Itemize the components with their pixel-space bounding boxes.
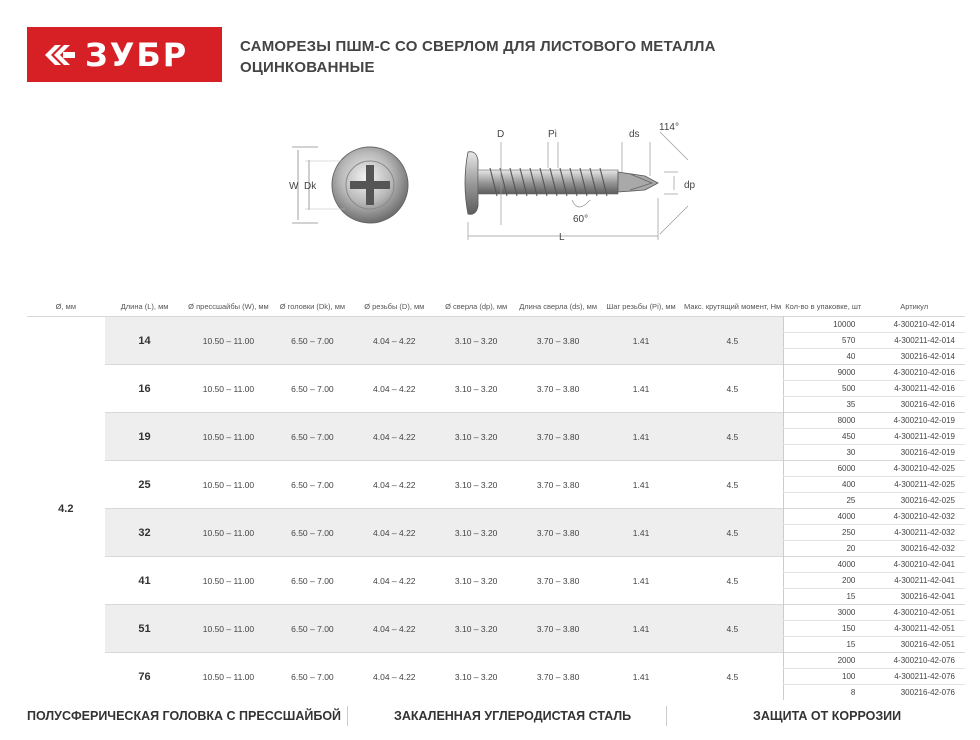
pitch-cell: 1.41 [600,605,682,653]
quantity-cell: 250 [783,525,863,541]
article-cell: 4-300211-42-032 [863,525,965,541]
head-cell: 6.50 – 7.00 [272,365,352,413]
label-l: L [559,232,565,243]
washer-cell: 10.50 – 11.00 [184,365,272,413]
length-cell: 16 [105,365,185,413]
washer-cell: 10.50 – 11.00 [184,605,272,653]
quantity-cell: 150 [783,621,863,637]
washer-cell: 10.50 – 11.00 [184,557,272,605]
quantity-cell: 10000 [783,317,863,333]
article-cell: 4-300211-42-051 [863,621,965,637]
pitch-cell: 1.41 [600,413,682,461]
head-cell: 6.50 – 7.00 [272,317,352,365]
thread-cell: 4.04 – 4.22 [352,461,436,509]
article-cell: 4-300210-42-051 [863,605,965,621]
drill-cell: 3.10 – 3.20 [436,605,516,653]
washer-cell: 10.50 – 11.00 [184,509,272,557]
quantity-cell: 20 [783,541,863,557]
header-drill: Ø сверла (dp), мм [445,301,508,311]
label-angle-tip: 114° [659,122,679,133]
pitch-cell: 1.41 [600,461,682,509]
torque-cell: 4.5 [682,461,783,509]
length-cell: 14 [105,317,185,365]
label-w: W [289,181,299,192]
table-row [27,605,965,621]
length-cell: 41 [105,557,185,605]
title-line-1: САМОРЕЗЫ ПШМ-С СО СВЕРЛОМ ДЛЯ ЛИСТОВОГО МЕТАЛЛА [240,38,716,55]
article-cell: 300216-42-014 [900,352,955,361]
label-d: D [497,129,505,140]
header-head: Ø головки (Dk), мм [279,301,346,311]
drill-cell: 3.10 – 3.20 [436,413,516,461]
quantity-cell: 100 [783,669,863,685]
head-cell: 6.50 – 7.00 [272,509,352,557]
drill-cell: 3.10 – 3.20 [436,461,516,509]
feature-footer [0,700,980,732]
quantity-cell: 2000 [783,653,863,669]
quantity-cell: 570 [783,333,863,349]
thread-cell: 4.04 – 4.22 [352,317,436,365]
article-cell: 4-300211-42-076 [863,669,965,685]
length-cell: 25 [105,461,185,509]
article-cell: 4-300210-42-014 [863,317,965,333]
feature-steel: ЗАКАЛЕННАЯ УГЛЕРОДИСТАЯ СТАЛЬ [394,709,632,723]
drill-length-cell: 3.70 – 3.80 [516,653,600,701]
screw-diagram [0,0,980,290]
article-cell: 4-300210-42-032 [863,509,965,525]
head-cell: 6.50 – 7.00 [272,605,352,653]
article-cell: 4-300211-42-019 [863,429,965,445]
head-cell: 6.50 – 7.00 [272,413,352,461]
washer-cell: 10.50 – 11.00 [184,413,272,461]
quantity-cell: 30 [783,445,863,461]
pitch-cell: 1.41 [600,509,682,557]
header-quantity: Кол-во в упаковке, шт [785,301,862,311]
thread-cell: 4.04 – 4.22 [352,605,436,653]
article-cell: 4-300210-42-025 [863,461,965,477]
header-washer: Ø прессшайбы (W), мм [188,301,269,311]
brand-name: ЗУБР [85,35,189,74]
article-cell: 4-300210-42-019 [863,413,965,429]
article-cell: 300216-42-041 [900,592,955,601]
quantity-cell: 4000 [783,557,863,573]
drill-length-cell: 3.70 – 3.80 [516,509,600,557]
torque-cell: 4.5 [682,653,783,701]
table-row [27,557,965,573]
torque-cell: 4.5 [682,317,783,365]
quantity-cell: 35 [783,397,863,413]
article-cell: 300216-42-076 [900,688,955,697]
quantity-cell: 8 [783,685,863,701]
screw-head-top-view [289,147,408,223]
header-thread: Ø резьбы (D), мм [364,301,425,311]
thread-cell: 4.04 – 4.22 [352,557,436,605]
drill-cell: 3.10 – 3.20 [436,653,516,701]
head-cell: 6.50 – 7.00 [272,557,352,605]
thread-cell: 4.04 – 4.22 [352,365,436,413]
article-cell: 300216-42-032 [900,544,955,553]
article-cell: 300216-42-016 [900,400,955,409]
drill-length-cell: 3.70 – 3.80 [516,365,600,413]
washer-cell: 10.50 – 11.00 [184,461,272,509]
quantity-cell: 8000 [783,413,863,429]
drill-length-cell: 3.70 – 3.80 [516,461,600,509]
pitch-cell: 1.41 [600,557,682,605]
table-row [27,317,965,333]
head-cell: 6.50 – 7.00 [272,653,352,701]
washer-cell: 10.50 – 11.00 [184,317,272,365]
drill-length-cell: 3.70 – 3.80 [516,317,600,365]
article-cell: 4-300211-42-014 [863,333,965,349]
drill-cell: 3.10 – 3.20 [436,317,516,365]
quantity-cell: 6000 [783,461,863,477]
torque-cell: 4.5 [682,413,783,461]
length-cell: 51 [105,605,185,653]
thread-cell: 4.04 – 4.22 [352,509,436,557]
header-length: Длина (L), мм [120,301,169,311]
quantity-cell: 3000 [783,605,863,621]
table-row [27,461,965,477]
article-cell: 4-300211-42-016 [863,381,965,397]
footer-divider [347,706,348,726]
washer-cell: 10.50 – 11.00 [184,653,272,701]
length-cell: 19 [105,413,185,461]
pitch-cell: 1.41 [600,653,682,701]
length-cell: 76 [105,653,185,701]
table-row [27,413,965,429]
length-cell: 32 [105,509,185,557]
drill-length-cell: 3.70 – 3.80 [516,413,600,461]
torque-cell: 4.5 [682,605,783,653]
article-cell: 4-300211-42-025 [863,477,965,493]
spec-table [27,296,965,700]
quantity-cell: 15 [783,637,863,653]
header-pitch: Шаг резьбы (Pi), мм [606,301,676,311]
table-header-row [27,296,965,317]
label-angle-thread: 60° [573,214,589,225]
quantity-cell: 40 [783,349,863,365]
quantity-cell: 4000 [783,509,863,525]
article-cell: 4-300211-42-041 [863,573,965,589]
article-cell: 300216-42-019 [900,448,955,457]
table-row [27,365,965,381]
drill-cell: 3.10 – 3.20 [436,509,516,557]
diameter-cell: 4.2 [58,502,74,515]
table-row [27,509,965,525]
article-cell: 4-300210-42-016 [863,365,965,381]
quantity-cell: 9000 [783,365,863,381]
thread-cell: 4.04 – 4.22 [352,413,436,461]
header-torque: Макс. крутящий момент, Нм [684,301,782,311]
torque-cell: 4.5 [682,557,783,605]
drill-length-cell: 3.70 – 3.80 [516,605,600,653]
table-row [27,653,965,669]
torque-cell: 4.5 [682,509,783,557]
header-article: Артикул [900,301,929,311]
quantity-cell: 450 [783,429,863,445]
label-dp: dp [684,180,696,191]
title-line-2: ОЦИНКОВАННЫЕ [240,59,375,76]
header-diameter: Ø, мм [55,301,76,311]
article-cell: 300216-42-025 [900,496,955,505]
drill-length-cell: 3.70 – 3.80 [516,557,600,605]
quantity-cell: 500 [783,381,863,397]
label-ds: ds [629,129,640,140]
label-dk: Dk [304,181,317,192]
pitch-cell: 1.41 [600,317,682,365]
pitch-cell: 1.41 [600,365,682,413]
screw-side-view [465,122,696,243]
feature-corrosion: ЗАЩИТА ОТ КОРРОЗИИ [753,709,902,723]
torque-cell: 4.5 [682,365,783,413]
thread-cell: 4.04 – 4.22 [352,653,436,701]
header-drill-length: Длина сверла (ds), мм [519,301,597,311]
quantity-cell: 400 [783,477,863,493]
article-cell: 300216-42-051 [900,640,955,649]
article-cell: 4-300210-42-041 [863,557,965,573]
drill-cell: 3.10 – 3.20 [436,557,516,605]
footer-divider [666,706,667,726]
head-cell: 6.50 – 7.00 [272,461,352,509]
feature-head: ПОЛУСФЕРИЧЕСКАЯ ГОЛОВКА С ПРЕССШАЙБОЙ [27,709,342,723]
quantity-cell: 15 [783,589,863,605]
table-body [27,317,965,701]
drill-cell: 3.10 – 3.20 [436,365,516,413]
label-pi: Pi [548,129,557,140]
article-cell: 4-300210-42-076 [863,653,965,669]
quantity-cell: 25 [783,493,863,509]
quantity-cell: 200 [783,573,863,589]
